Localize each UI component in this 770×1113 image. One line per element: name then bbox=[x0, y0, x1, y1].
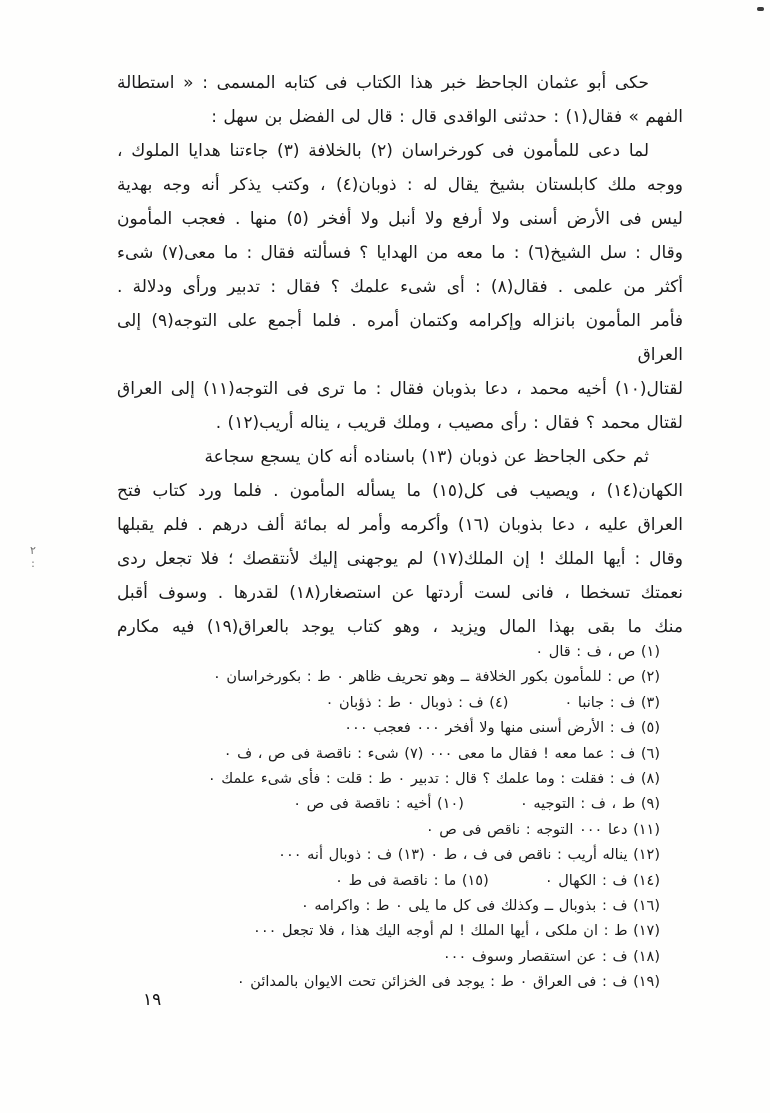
margin-annotation bbox=[30, 544, 36, 570]
body-line: ثم حكى الجاحظ عن ذوبان (١٣) باسناده أنه كان يسجع سجاعة bbox=[204, 447, 649, 467]
page-number: ١٩ bbox=[143, 990, 162, 1010]
body-line: فأمر المأمون بانزاله وإكرامه وكتمان أمره . فلما أجمع على التوجه(٩) إلى العراق bbox=[117, 311, 684, 365]
body-line: لقتال(١٠) أخيه محمد ، دعا بذوبان فقال : ما ترى فى التوجه(١١) إلى العراق bbox=[117, 379, 683, 399]
footnote-line: (١٤) ف : الكهال ٠ (١٥) ما : ناقصة فى ط ٠ bbox=[335, 872, 660, 889]
body-line: الفهم » فقال(١) : حدثنى الواقدى قال : قال لى الفضل بن سهل : bbox=[211, 107, 683, 127]
footnote-line: (١١) دعا ٠٠٠ التوجه : ناقص فى ص ٠ bbox=[425, 821, 660, 838]
footnote-line: (١٩) ف : فى العراق ٠ ط : يوجد فى الخزائن تحت الايوان بالمدائن ٠ bbox=[236, 974, 660, 991]
body-line: الكهان(١٤) ، ويصيب فى كل(١٥) ما يسأله المأمون . فلما ورد كتاب فتح bbox=[117, 481, 683, 501]
footnote-line: (٥) ف : الأرض أسنى منها ولا أفخر ٠٠٠ فعجب ٠٠٠ bbox=[344, 720, 660, 737]
body-line: وقال : سل الشيخ(٦) : ما معه من الهدايا ؟ فسألته فقال : ما معى(٧) شىء bbox=[117, 243, 683, 263]
body-line: منك ما بقى بهذا المال ويزيد ، وهو كتاب يوجد بالعراق(١٩) فيه مكارم bbox=[117, 617, 683, 637]
body-line: ليس فى الأرض أسنى ولا أرفع ولا أنبل ولا أفخر (٥) منها . فعجب المأمون bbox=[117, 209, 683, 229]
footnote-line: (١٧) ط : ان ملكى ، أيها الملك ! لم أوجه اليك هذا ، فلا تجعل ٠٠٠ bbox=[253, 923, 660, 940]
body-line: حكى أبو عثمان الجاحظ خبر هذا الكتاب فى كتابه المسمى : « استطالة bbox=[117, 73, 649, 93]
footnotes-block bbox=[112, 640, 660, 996]
margin-annotation-line: ٢ bbox=[30, 544, 36, 557]
body-line: أكثر من علمى . فقال(٨) : أى شىء علمك ؟ فقال : تدبير ورأى ودلالة . bbox=[117, 277, 683, 297]
footnote-line: (١٦) ف : بذوبال ــ وكذلك فى كل ما يلى ٠ ط : واكرامه ٠ bbox=[300, 898, 660, 915]
body-line: وقال : أيها الملك ! إن الملك(١٧) لم يوجهنى إليك لأنتقصك ؛ فلا تجعل ردى bbox=[117, 549, 684, 569]
body-line: لما دعى للمأمون فى كورخراسان (٢) بالخلافة (٣) جاءتنا هدايا الملوك ، bbox=[117, 141, 650, 161]
footnote-line: (٩) ط ، ف : التوجيه ٠ (١٠) أخيه : ناقصة فى ص ٠ bbox=[293, 796, 660, 813]
body-line: نعمتك تسخطا ، فانى لست أردتها عن استصغار(١٨) لقدرها . وسوف أقبل bbox=[117, 583, 684, 603]
footnote-line: (١) ص ، ف : قال ٠ bbox=[535, 644, 660, 660]
main-text-block bbox=[117, 66, 683, 644]
body-line: ووجه ملك كابلستان بشيخ يقال له : ذوبان(٤) ، وكتب يذكر أنه وجه بهدية bbox=[117, 175, 683, 195]
body-line: العراق عليه ، دعا بذوبان (١٦) وأكرمه وأمر له بمائة ألف درهم . فلم يقبلها bbox=[117, 515, 683, 535]
body-line: لقتال محمد ؟ فقال : رأى مصيب ، وملك قريب ، يناله أريب(١٢) . bbox=[215, 413, 683, 433]
footnote-line: (٨) ف : فقلت : وما علمك ؟ قال : تدبير ٠ ط : قلت : فأى شىء علمك ٠ bbox=[207, 771, 660, 788]
scan-artifact bbox=[757, 7, 764, 11]
margin-annotation-line: : bbox=[31, 557, 35, 570]
footnote-line: (١٢) يناله أريب : ناقص فى ف ، ط ٠ (١٣) ف : ذوبال أنه ٠٠٠ bbox=[278, 847, 660, 864]
footnote-line: (٢) ص : للمأمون بكور الخلافة ــ وهو تحريف ظاهر ٠ ط : بكورخراسان ٠ bbox=[212, 669, 660, 686]
footnote-line: (٣) ف : جانبا ٠ (٤) ف : ذوبال ٠ ط : ذؤبان ٠ bbox=[325, 694, 660, 711]
footnote-line: (٦) ف : عما معه ! فقال ما معى ٠٠٠ (٧) شىء : ناقصة فى ص ، ف ٠ bbox=[223, 745, 660, 762]
footnote-line: (١٨) ف : عن استقصار وسوف ٠٠٠ bbox=[442, 948, 660, 965]
